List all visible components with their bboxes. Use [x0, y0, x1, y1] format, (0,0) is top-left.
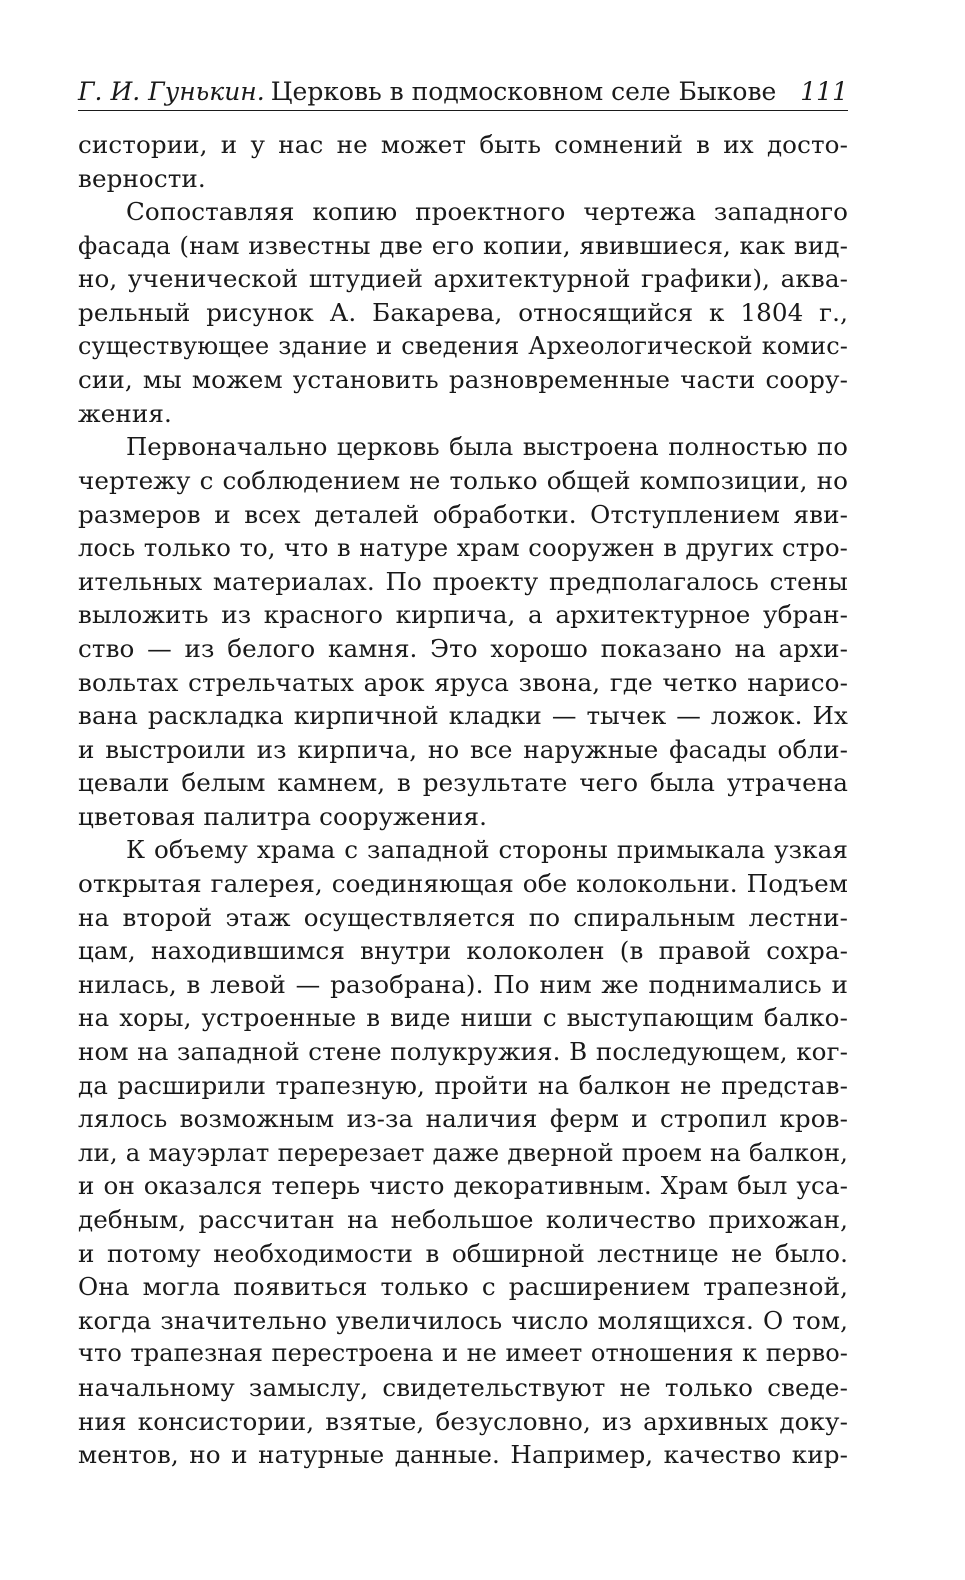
text-line: цветовая палитра сооружения.	[78, 801, 488, 831]
text-line: Сопоставляя копию проектного чертежа западного	[126, 197, 848, 227]
text-line: Она могла появиться только с расширением трапезной,	[78, 1272, 848, 1302]
text-line: вана раскладка кирпичной кладки — тычек — ложок. Их	[78, 701, 848, 731]
text-line: ли, а мауэрлат перерезает даже дверной проем на балкон,	[78, 1137, 848, 1167]
text-line: да расширили трапезную, пройти на балкон не представ-	[78, 1070, 848, 1100]
text-line: сии, мы можем установить разновременные части соору-	[78, 365, 848, 395]
text-line: на хоры, устроенные в виде ниши с выступающим балко-	[78, 1003, 848, 1033]
text-line: рельный рисунок А. Бакарева, относящийся к 1804 г.,	[78, 297, 848, 327]
text-line: размеров и всех деталей обработки. Отступлением яви-	[78, 499, 848, 529]
text-line: ном на западной стене полукружия. В последующем, ког-	[78, 1037, 848, 1067]
text-line: ментов, но и натурные данные. Например, качество кир-	[78, 1440, 848, 1470]
running-head	[78, 72, 848, 112]
running-head-author: Г. И. Гунькин.	[78, 77, 265, 106]
running-head-title: Церковь в подмосковном селе Быкове	[270, 77, 777, 106]
text-line: вольтах стрельчатых арок яруса звона, где четко нарисо-	[78, 667, 848, 697]
text-line: чертежу с соблюдением не только общей композиции, но	[78, 465, 848, 495]
body-text	[78, 128, 848, 1472]
text-line: цевали белым камнем, в результате чего была утрачена	[78, 768, 848, 798]
text-line: дебным, рассчитан на небольшое количество прихожан,	[78, 1205, 848, 1234]
text-line: открытая галерея, соединяющая обе колокольни. Подъем	[78, 869, 848, 899]
text-line: и он оказался теперь чисто декоративным. Храм был уса-	[78, 1171, 848, 1201]
header-rule	[78, 110, 848, 111]
text-line: Первоначально церковь была выстроена полностью по	[126, 432, 848, 462]
text-line: лялось возможным из-за наличия ферм и стропил кров-	[78, 1104, 848, 1134]
text-line: начальному замыслу, свидетельствуют не только сведе-	[78, 1372, 848, 1402]
text-line: фасада (нам известны две его копии, явившиеся, как вид-	[78, 230, 848, 260]
text-line: существующее здание и сведения Археологической комис-	[78, 331, 848, 360]
text-line: когда значительно увеличилось число молящихся. О том,	[78, 1305, 848, 1335]
text-line: но, ученической штудией архитектурной графики), аква-	[78, 264, 848, 294]
text-line: жения.	[78, 398, 172, 428]
text-line: лось только то, что в натуре храм сооружен в других стро-	[78, 533, 848, 563]
text-line: и потому необходимости в обширной лестнице не было.	[78, 1238, 848, 1268]
text-line: и выстроили из кирпича, но все наружные фасады обли-	[78, 734, 848, 764]
text-line: ительных материалах. По проекту предполагалось стены	[78, 566, 848, 596]
page-number: 111	[800, 77, 848, 106]
text-line: верности.	[78, 163, 206, 193]
text-line: выложить из красного кирпича, а архитектурное убран-	[78, 600, 848, 630]
text-line: К объему храма с западной стороны примыкала узкая	[126, 835, 848, 865]
text-line: систории, и у нас не может быть сомнений в их досто-	[78, 130, 848, 159]
text-line: что трапезная перестроена и не имеет отношения к перво-	[78, 1339, 848, 1368]
text-line: ство — из белого камня. Это хорошо показано на архи-	[78, 633, 848, 663]
text-line: нилась, в левой — разобрана). По ним же поднимались и	[78, 969, 848, 999]
text-line: ния консистории, взятые, безусловно, из архивных доку-	[78, 1406, 848, 1436]
text-line: цам, находившимся внутри колоколен (в правой сохра-	[78, 936, 848, 966]
text-line: на второй этаж осуществляется по спиральным лестни-	[78, 902, 848, 932]
